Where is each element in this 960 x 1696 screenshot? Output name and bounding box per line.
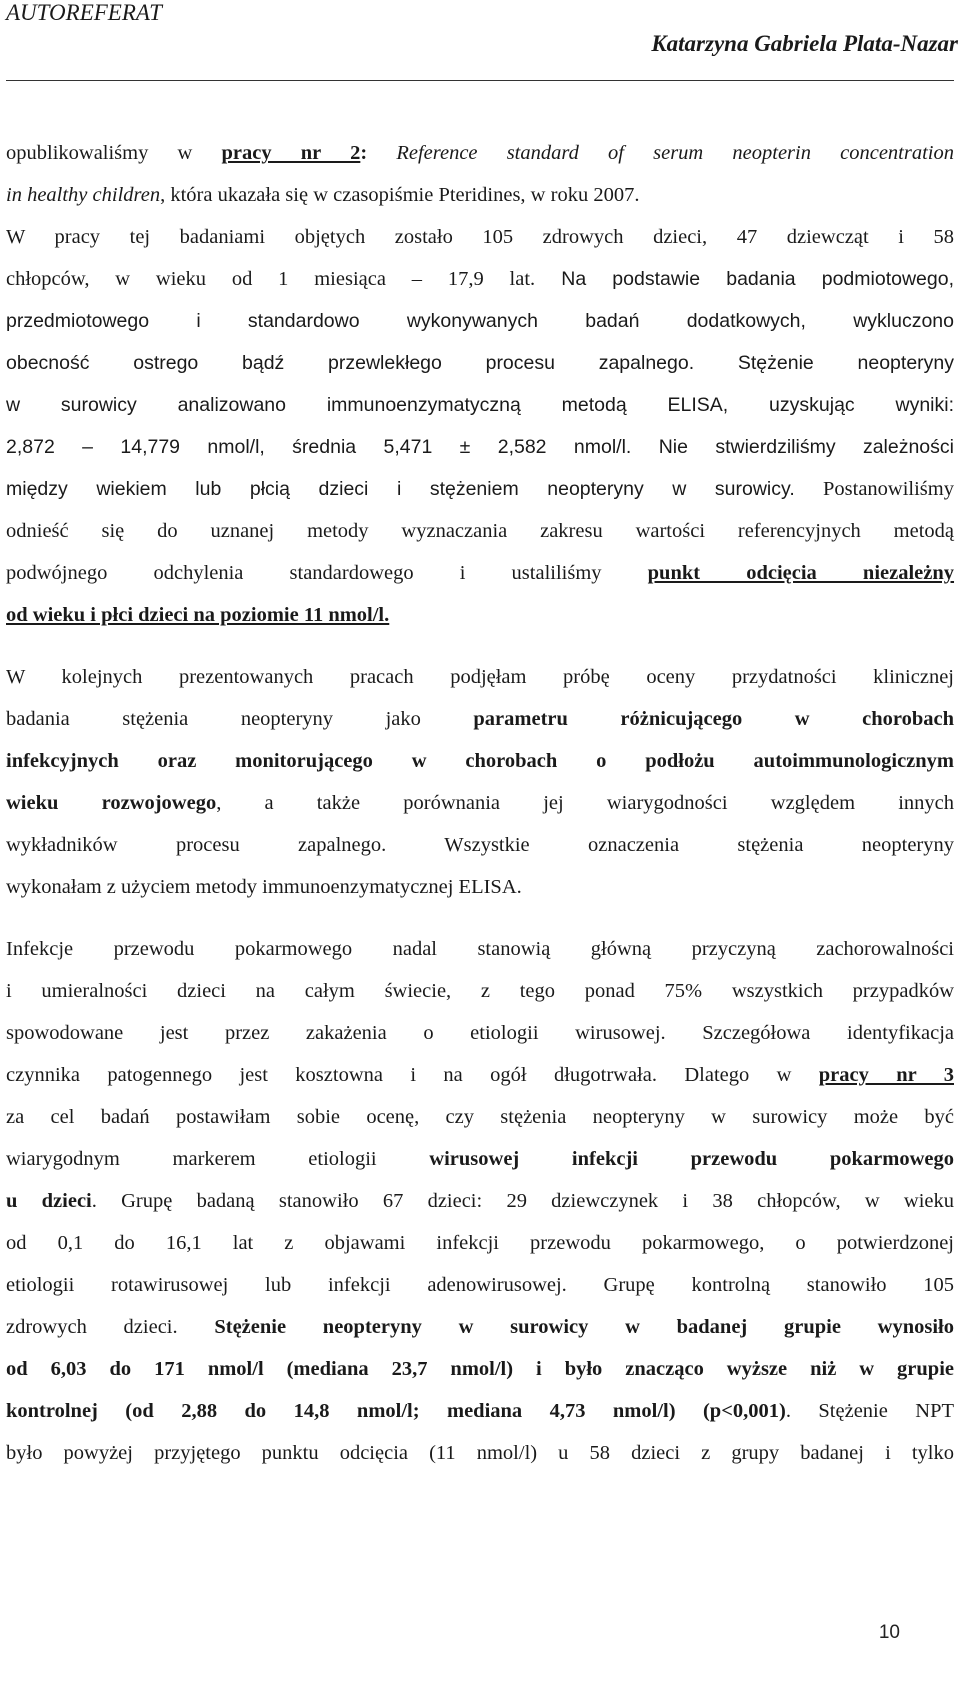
text-line [6,1096,954,1138]
document-body [6,132,954,1474]
text-line [6,468,954,510]
text-line [6,258,954,300]
text: Nie stwierdziliśmy zależności [631,436,954,458]
text-line [6,1012,954,1054]
header-divider [6,80,954,81]
text: czynnika patogennego jest kosztowna i na ogół długotrwała. Dlatego w [6,1064,819,1086]
text-line [6,510,954,552]
text-line [6,552,954,594]
text-line [6,824,954,866]
text-line [6,594,954,636]
text: 2,872 – 14,779 nmol/l, średnia 5,471 ± 2,582 nmol/l. [6,436,632,458]
text-line [6,928,954,970]
text: spowodowane jest przez zakażenia o etiologii wirusowej. Szczegółowa identyfikacja [6,1022,954,1044]
text: Wszystkie oznaczenia stężenia neopteryny [386,834,954,856]
text-line [6,1348,954,1390]
paper-reference: pracy nr 3 [818,1064,954,1086]
text: w surowicy analizowano immunoenzymatyczną metodą ELISA, uzyskując wyniki: [6,394,954,416]
header-title-left: AUTOREFERAT [6,0,162,25]
text-line [6,426,954,468]
text: Stężenie neopteryny [694,352,954,374]
text: zdrowych dzieci. [6,1316,215,1338]
paper-reference: pracy nr 2 [221,142,361,164]
text: między wiekiem lub płcią dzieci i stężeniem neopteryny w surowicy. [6,478,795,500]
text: : [360,142,397,164]
text-line [6,656,954,698]
text-line [6,216,954,258]
text: wiarygodnym markerem etiologii [6,1148,430,1170]
emphasis: u dzieci [6,1190,92,1212]
text: przedmiotowego i standardowo wykonywanych badań dodatkowych, wykluczono [6,310,954,332]
emphasis: kontrolnej (od 2,88 do 14,8 nmol/l; mediana 4,73 nmol/l) (p<0,001) [6,1400,786,1422]
text: W pracy tej badaniami objętych zostało 105 zdrowych dzieci, 47 dziewcząt i 58 [6,226,954,248]
text: odnieść się do uznanej metody wyznaczania zakresu wartości referencyjnych metodą [6,520,954,542]
text: W kolejnych prezentowanych pracach podjęłam próbę oceny przydatności klinicznej [6,666,954,688]
text-line [6,970,954,1012]
text: badania stężenia neopteryny jako [6,708,474,730]
paragraph-spacer [6,908,954,928]
paper-title: in healthy children [6,184,161,206]
text-line [6,1306,954,1348]
text-line [6,174,954,216]
text: , która ukazała się w czasopiśmie Pteridines, w roku 2007. [160,184,640,206]
text: Postanowiliśmy [794,478,954,500]
text: . Stężenie NPT [785,1400,954,1422]
emphasis: Stężenie neopteryny w surowicy w badanej grupie wynosiło [214,1316,954,1338]
text: etiologii rotawirusowej lub infekcji adenowirusowej. Grupę kontrolną stanowiło 105 [6,1274,954,1296]
text: podwójnego odchylenia standardowego i ustaliliśmy [6,562,648,584]
text: obecność ostrego bądź przewlekłego procesu zapalnego. [6,352,695,374]
paragraph-1 [6,132,954,636]
text-line [6,132,954,174]
text: opublikowaliśmy w [6,142,222,164]
text-line [6,1054,954,1096]
paragraph-spacer [6,636,954,656]
text: od 0,1 do 16,1 lat z objawami infekcji przewodu pokarmowego, o potwierdzonej [6,1232,954,1254]
text-line [6,1390,954,1432]
text: Na podstawie badania podmiotowego, [535,268,954,290]
paper-title: Reference standard of serum neopterin concentration [396,142,954,164]
text-line [6,866,954,908]
emphasis: wirusowej infekcji przewodu pokarmowego [429,1148,954,1170]
paragraph-3 [6,928,954,1474]
text: Infekcje przewodu pokarmowego nadal stanowią główną przyczyną zachorowalności [6,938,954,960]
text: , a także porównania jej wiarygodności względem innych [216,792,954,814]
text: wykładników procesu zapalnego. [6,834,387,856]
text-line [6,1222,954,1264]
text: chłopców, w wieku od 1 miesiąca – 17,9 lat. [6,268,536,290]
emphasis: infekcyjnych oraz monitorującego w chorobach o podłożu autoimmunologicznym [6,750,954,772]
text: i umieralności dzieci na całym świecie, z tego ponad 75% wszystkich przypadków [6,980,954,1002]
header-author: Katarzyna Gabriela Plata-Nazar [651,31,958,56]
paragraph-2 [6,656,954,908]
text-line [6,300,954,342]
text: za cel badań postawiłam sobie ocenę, czy stężenia neopteryny w surowicy może być [6,1106,954,1128]
text: . Grupę badaną stanowiło 67 dzieci: 29 dziewczynek i 38 chłopców, w wieku [91,1190,954,1212]
page-number: 10 [878,1622,900,1643]
text-line [6,1180,954,1222]
text-line [6,1264,954,1306]
text: wykonałam z użyciem metody immunoenzymatycznej ELISA. [6,876,522,898]
text-line [6,782,954,824]
key-finding: od wieku i płci dzieci na poziomie 11 nmol/l. [6,604,390,626]
text-line [6,698,954,740]
key-finding: punkt odcięcia niezależny [647,562,955,584]
text-line [6,342,954,384]
emphasis: parametru różnicującego w chorobach [473,708,954,730]
text-line [6,384,954,426]
text-line [6,740,954,782]
text: było powyżej przyjętego punktu odcięcia (11 nmol/l) u 58 dzieci z grupy badanej i tylko [6,1442,954,1464]
text-line [6,1138,954,1180]
emphasis: wieku rozwojowego [6,792,217,814]
emphasis: od 6,03 do 171 nmol/l (mediana 23,7 nmol/l) i było znacząco wyższe niż w grupie [6,1358,954,1380]
text-line [6,1432,954,1474]
